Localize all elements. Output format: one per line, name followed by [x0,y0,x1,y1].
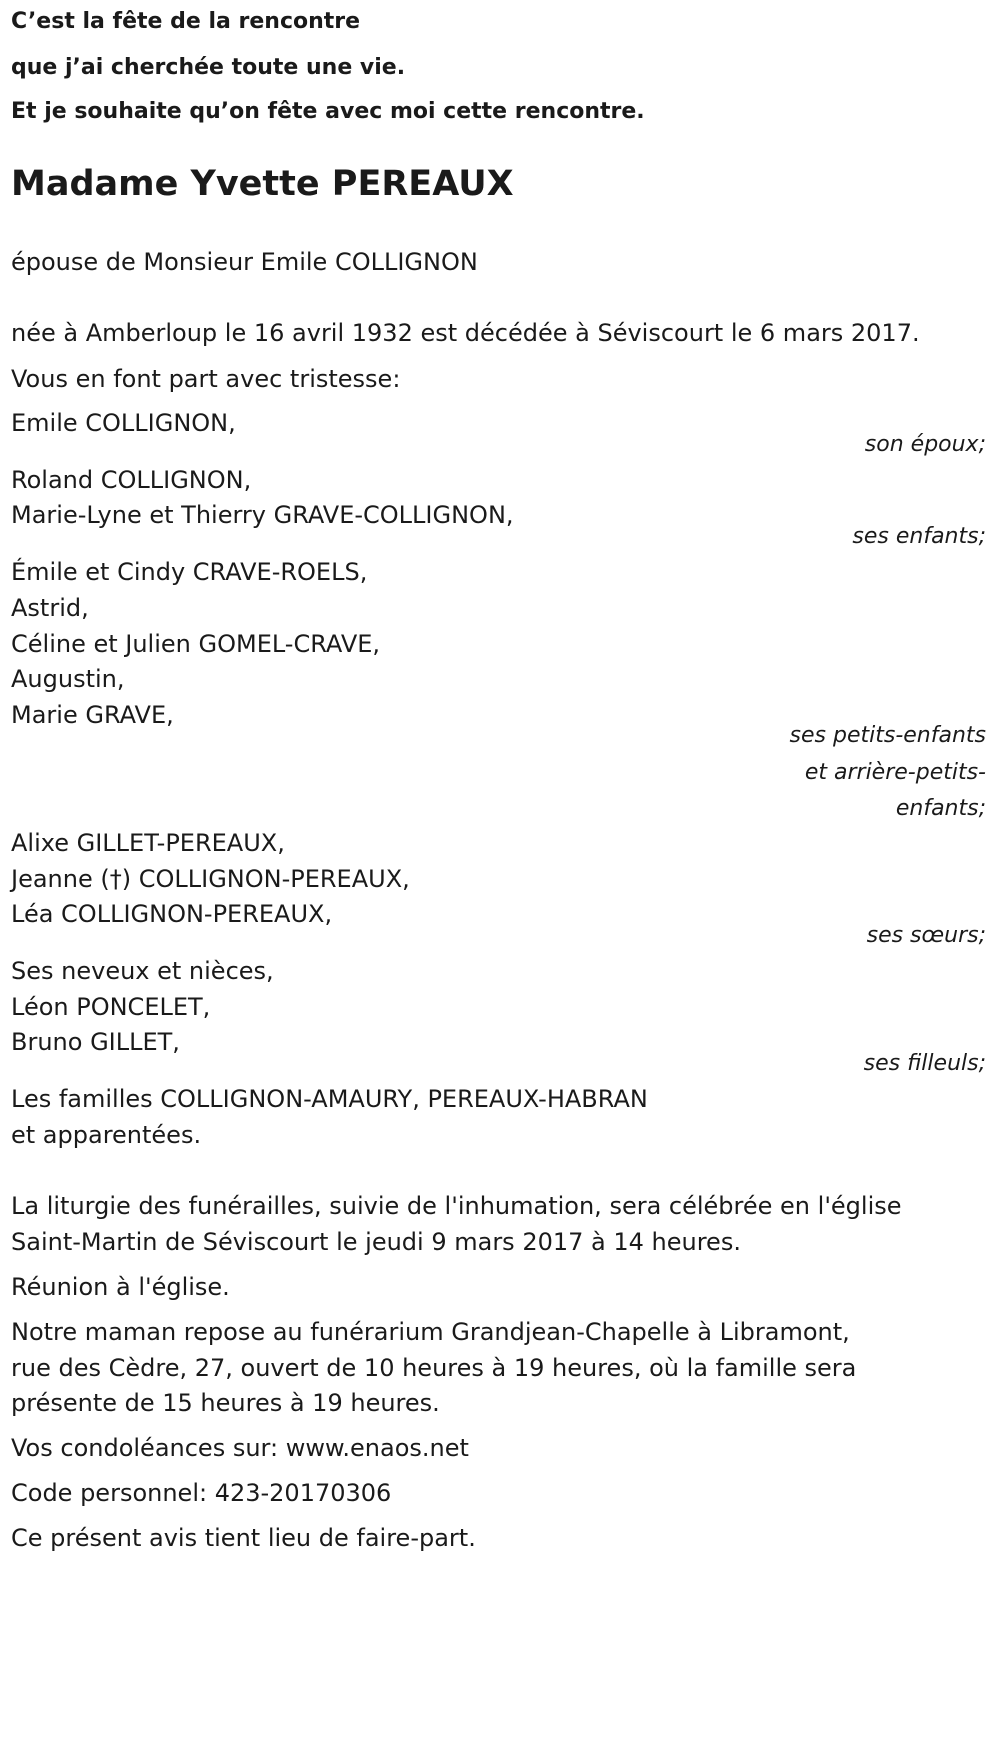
obituary-notice [11,0,986,1749]
epigraph-line: que j’ai cherchée toute une vie. [11,55,406,80]
family-member-name: Émile et Cindy CRAVE-ROELS, [11,558,368,586]
family-role: ses petits-enfants [789,723,986,748]
family-member-name: Astrid, [11,594,89,622]
meeting-line: Réunion à l'église. [11,1273,230,1301]
family-member-name: Alixe GILLET-PEREAUX, [11,829,285,857]
family-member-name: Jeanne (†) COLLIGNON-PEREAUX, [11,865,410,893]
family-member-name: Léa COLLIGNON-PEREAUX, [11,900,333,928]
personal-code-line: Code personnel: 423-20170306 [11,1479,392,1507]
funerarium-line: présente de 15 heures à 19 heures. [11,1389,440,1417]
family-member-name: Marie GRAVE, [11,701,174,729]
announcement-line: Vous en font part avec tristesse: [11,365,401,393]
epigraph-line: Et je souhaite qu’on fête avec moi cette rencontre. [11,99,645,124]
family-role: ses enfants; [852,524,986,549]
family-role: et arrière-petits- [804,760,986,785]
family-role: enfants; [895,796,986,821]
notice-line: Ce présent avis tient lieu de faire-part. [11,1524,476,1552]
family-role: son époux; [864,432,986,457]
families-line: Les familles COLLIGNON-AMAURY, PEREAUX-HABRAN [11,1085,648,1113]
epigraph-line: C’est la fête de la rencontre [11,9,361,34]
family-member-name: Roland COLLIGNON, [11,466,252,494]
family-member-name: Ses neveux et nièces, [11,957,274,985]
families-line: et apparentées. [11,1121,202,1149]
family-member-name: Marie-Lyne et Thierry GRAVE-COLLIGNON, [11,501,514,529]
deceased-name: Madame Yvette PEREAUX [11,164,514,204]
funerarium-line: Notre maman repose au funérarium Grandjean-Chapelle à Libramont, [11,1318,850,1346]
family-role: ses filleuls; [863,1051,986,1076]
funerarium-line: rue des Cèdre, 27, ouvert de 10 heures à 19 heures, où la famille sera [11,1354,857,1382]
family-member-name: Bruno GILLET, [11,1028,180,1056]
spouse-line: épouse de Monsieur Emile COLLIGNON [11,248,478,276]
liturgy-line: Saint-Martin de Séviscourt le jeudi 9 mars 2017 à 14 heures. [11,1228,741,1256]
family-member-name: Céline et Julien GOMEL-CRAVE, [11,630,381,658]
family-member-name: Léon PONCELET, [11,993,211,1021]
family-member-name: Emile COLLIGNON, [11,409,236,437]
family-member-name: Augustin, [11,665,125,693]
liturgy-line: La liturgie des funérailles, suivie de l'inhumation, sera célébrée en l'église [11,1192,902,1220]
birth-death-line: née à Amberloup le 16 avril 1932 est décédée à Séviscourt le 6 mars 2017. [11,319,920,347]
condolences-line: Vos condoléances sur: www.enaos.net [11,1434,469,1462]
family-role: ses sœurs; [866,923,986,948]
